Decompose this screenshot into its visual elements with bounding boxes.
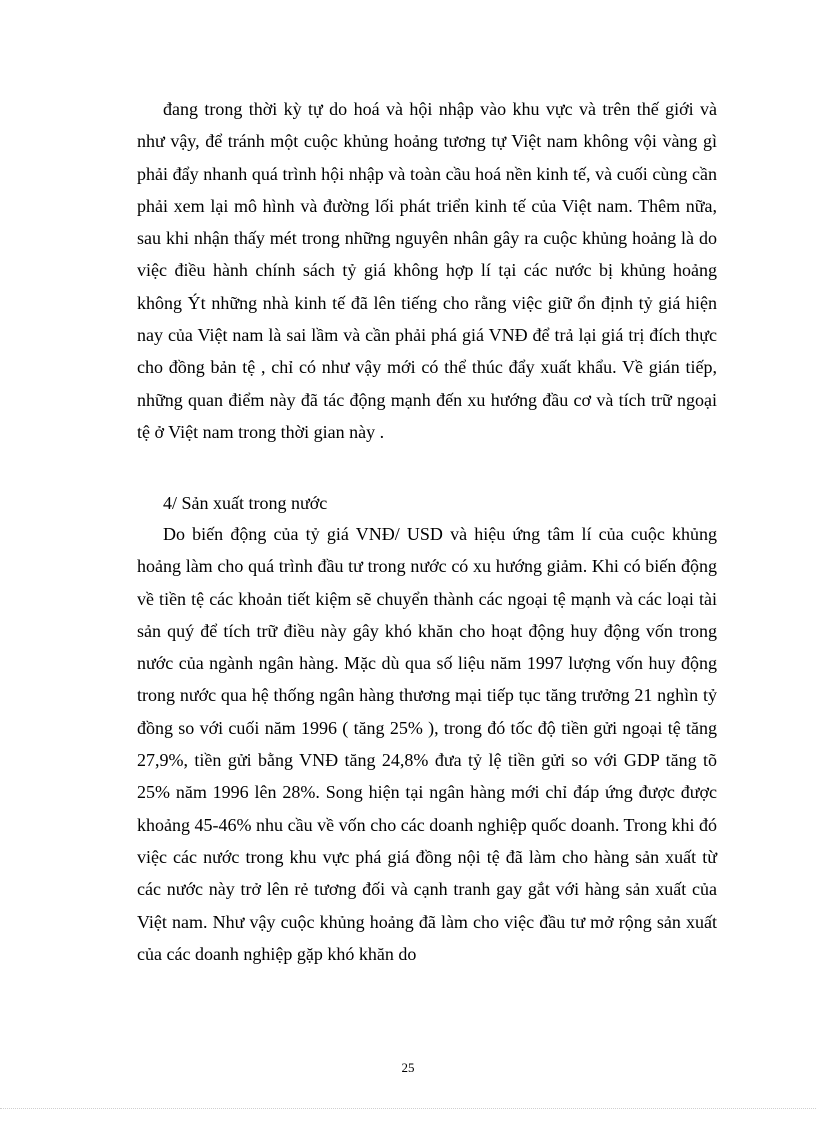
section-heading: 4/ Sản xuất trong nước	[163, 493, 328, 513]
body-paragraph-1: đang trong thời kỳ tự do hoá và hội nhập vào khu vực và trên thế giới và như vậy, để tránh một cuộc khủng hoảng tương tự Việt nam không vội vàng gì phải đẩy nhanh quá trình hội nhập và toàn cầu hoá nền kinh tế, và cuối cùng cần phải xem lại mô hình và đường lối phát triển kinh tế của Việt nam. Thêm nữa, sau khi nhận thấy mét trong những nguyên nhân gây ra cuộc khủng hoảng là do việc điều hành chính sách tỷ giá không hợp lí tại các nước bị khủng hoảng không Ýt những nhà kinh tế đã lên tiếng cho rằng việc giữ ổn định tỷ giá hiện nay của Việt nam là sai lầm và cần phải phá giá VNĐ để trả lại giá trị đích thực cho đồng bản tệ , chỉ có như vậy mới có thể thúc đẩy xuất khẩu. Về gián tiếp, những quan điểm này đã tác động mạnh đến xu hướng đầu cơ và tích trữ ngoại tệ ở Việt nam trong thời gian này .	[137, 99, 717, 442]
page-bottom-divider	[0, 1108, 816, 1109]
page-number: 25	[401, 1060, 415, 1075]
body-paragraph-2: Do biến động của tỷ giá VNĐ/ USD và hiệu ứng tâm lí của cuộc khủng hoảng làm cho quá trình đầu tư trong nước có xu hướng giảm. Khi có biến động về tiền tệ các khoản tiết kiệm sẽ chuyển thành các ngoại tệ mạnh và các loại tài sản quý để tích trữ điều này gây khó khăn cho hoạt động huy động vốn trong nước của ngành ngân hàng. Mặc dù qua số liệu năm 1997 lượng vốn huy động trong nước qua hệ thống ngân hàng thương mại tiếp tục tăng trưởng 21 nghìn tỷ đồng so với cuối năm 1996 ( tăng 25% ), trong đó tốc độ tiền gửi ngoại tệ tăng 27,9%, tiền gửi bằng VNĐ tăng 24,8% đưa tỷ lệ tiền gửi so với GDP tăng tõ 25% năm 1996 lên 28%. Song hiện tại ngân hàng mới chỉ đáp ứng được được khoảng 45-46% nhu cầu về vốn cho các doanh nghiệp quốc doanh. Trong khi đó việc các nước trong khu vực phá giá đồng nội tệ đã làm cho hàng sản xuất từ các nước này trở lên rẻ tương đối và cạnh tranh gay gắt với hàng sản xuất của Việt nam. Như vậy cuộc khủng hoảng đã làm cho việc đầu tư mở rộng sản xuất của các doanh nghiệp gặp khó khăn do	[137, 524, 717, 964]
